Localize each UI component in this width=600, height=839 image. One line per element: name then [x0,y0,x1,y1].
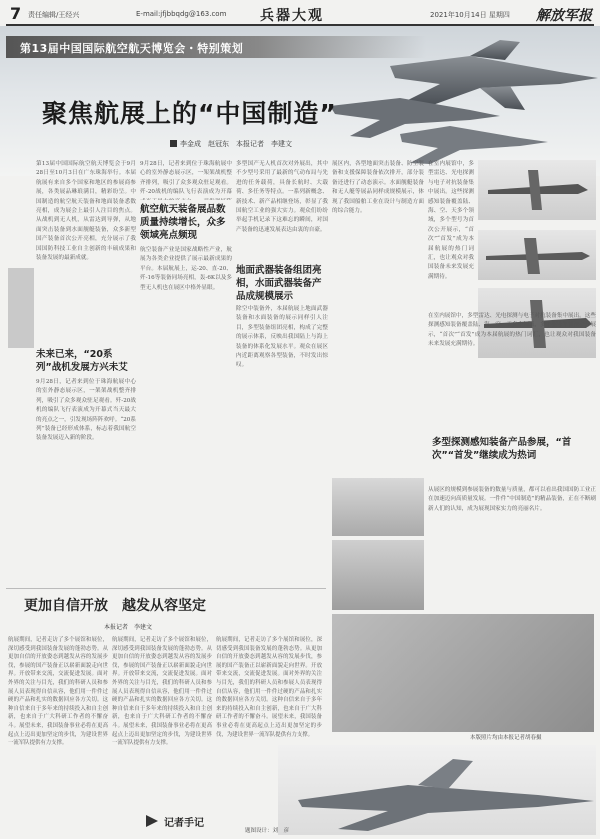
editorial-column-1: 航展期间，记者走访了多个展馆和展位，深切感受到我国装备发展的蓬勃态势。从更加自信的开放姿态到越发从容的发展步伐，参展的国产装备正以崭新面貌走向世界。开放带来交流，交流促进发展。面对外界的关注与目光，我们的科研人员和参展人员表现得自信从容，他们用一件件过硬的产品和扎实的数据回应各方关切。这种自信来自于多年来的持续投入和自主创新，也来自于广大科研工作者的不懈奋斗。展望未来，我国装备事业必将在更高起点上迈出更加坚定的步伐，为建设世界一流军队提供有力支撑。 [8,637,108,747]
issue-date: 2021年10月14日 星期四 [430,11,510,19]
subhead-ground-naval: 地面武器装备组团亮相，水面武器装备产品成规模展示 [236,265,322,302]
contact-email: E-mail:jfjbbqdg@163.com [136,10,227,18]
exhibition-crowd-photo [332,614,594,732]
article-column-3: 除空中装备外，本届航展上地面武器装备和水面装备的展示同样引人注目，多型装备组团亮相，构成了完整的展示体系，反映出我国陆上与海上装备的体系化发展水平。观众在展区内近距离观察各型装备，不时发出惊叹。 [236,306,328,369]
article-column-5a: 在室内展馆中，多型雷达、光电探测与电子对抗装备集中展出。这些探测感知装备覆盖陆、海、空、天多个领域，多个型号为首次公开展示，“首次”“首发”成为本届航展的热门词汇，也让观众对我国装备未来发展充满期待。 [428,313,596,348]
design-credit: 题图设计：刘 彦 [245,828,290,834]
editorial-title: 更加自信开放 越发从容坚定 [24,598,206,614]
triangle-marker-icon [146,815,158,827]
page-number: 7 [10,4,22,23]
main-headline: 聚焦航展上的“中国制造” [42,99,337,128]
article-column-1a: 第13届中国国际航空航天博览会于9月28日至10月3日在广东珠海举行。本届航展有来自多个国家和地区的参展商参展，各类展品琳琅满目，精彩纷呈。中国制造的航空航天装备和地面装备悉数亮相，成为展会上最引人注目的焦点。从战机到无人机，从雷达到导弹，从地面突击装备到水面舰艇装备，众多新型国产装备首次公开亮相，充分展示了我国国防科技工业自主创新的丰硕成果和装备发展的最新成就。 [36,161,136,262]
editorial-column-3: 航展期间，记者走访了多个展馆和展位，深切感受到我国装备发展的蓬勃态势。从更加自信的开放姿态到越发从容的发展步伐，参展的国产装备正以崭新面貌走向世界。开放带来交流，交流促进发展。面对外界的关注与目光，我们的科研人员和参展人员表现得自信从容，他们用一件件过硬的产品和扎实的数据回应各方关切。这种自信来自于多年来的持续投入和自主创新，也来自于广大科研工作者的不懈奋斗。展望未来，我国装备事业必将在更高起点上迈出更加坚定的步伐，为建设世界一流军队提供有力支撑。 [216,637,322,738]
ribbon-text: 第13届中国国际航空航天博览会・特别策划 [20,42,244,55]
article-byline [170,139,292,149]
photo-credit-caption: 本版照片均由本报记者胡春摄 [470,735,542,741]
byline-text: 李金成 赵冠东 本报记者 李建文 [180,140,292,148]
responsible-editors: 责任编辑/王经兴 [28,11,80,19]
subhead-20-series: 未来已来，“20系列”战机发展方兴未艾 [36,349,128,373]
subhead-aerospace: 航空航天装备展品数质量持续增长，众多领域亮点频现 [140,204,226,241]
article-column-4: 展区内，各型地面突击装备、防空装备和支援保障装备依次排开，部分装备还进行了动态演示。水面舰艇装备和无人艇等展品同样成规模展示，体现了我国船舶工业在设计与制造方面的综合能力。 [332,161,424,215]
editorial-column-2: 航展期间，记者走访了多个展馆和展位，深切感受到我国装备发展的蓬勃态势。从更加自信的开放姿态到越发从容的发展步伐，参展的国产装备正以崭新面貌走向世界。开放带来交流，交流促进发展。面对外界的关注与目光，我们的科研人员和参展人员表现得自信从容，他们用一件件过硬的产品和扎实的数据回应各方关切。这种自信来自于多年来的持续投入和自主创新，也来自于广大科研工作者的不懈奋斗。展望未来，我国装备事业必将在更高起点上迈出更加坚定的步伐，为建设世界一流军队提供有力支撑。 [112,637,212,747]
article-column-5-narrow: 在室内展馆中，多型雷达、光电探测与电子对抗装备集中展出。这些探测感知装备覆盖陆、海、空、天多个领域，多个型号为首次公开展示，“首次”“首发”成为本届航展的热门词汇，也让观众对我国装备未来发展充满期待。 [428,161,474,280]
page-header [6,4,594,26]
missile-display-photo [332,478,424,536]
notes-tag-label: 记者手记 [164,818,204,829]
drone-photo-1 [478,160,596,220]
editorial-byline: 本报记者 李建文 [104,624,153,631]
radar-photo [332,540,424,610]
subhead-sensing: 多型探测感知装备产品参展，“首次”“首发”继续成为热词 [432,437,572,461]
article-column-5b: 从展区的规模到参展装备的数量与质量，都可以看出我国国防工业正在加速迈向高质量发展。一件件“中国制造”的精品装备，正在不断刷新人们的认知，成为展现国家实力的亮丽名片。 [428,487,596,512]
bottom-jet-photo [278,745,596,835]
article-column-2-top: 9月28日，记者来到位于珠海航展中心的室外静态展示区，一架架战机整齐排列，吸引了众多观众驻足观看。歼-20战机的编队飞行表演成为开幕 [140,161,232,196]
square-bullet-icon [170,140,177,147]
side-strip-photo [8,268,34,348]
article-column-1b: 9月28日，记者来到位于珠海航展中心的室外静态展示区，一架架战机整齐排列，吸引了众多观众驻足观看。歼-20战机的编队飞行表演成为开幕式当天最大的亮点之一，引发现场阵阵欢呼。“20系列”装备已经形成体系，标志着我国航空装备发展迈入新的阶段。 [36,379,136,442]
jet-silhouette-small [400,126,548,164]
reporter-notes-tag [146,812,212,830]
section-title: 兵器大观 [260,8,324,24]
article-column-2: 航空装备产业是国家战略性产业，航展为各类企业提供了展示最新成果的平台。本届航展上，运-20、直-20、歼-16等装备同场亮相，轰-6K以及多型无人机也在展区中格外显眼。 [140,247,232,291]
newspaper-masthead: 解放军报 [536,8,592,24]
special-feature-ribbon [6,36,426,58]
article-column-3-top: 多型国产无人机首次对外展出，其中不少型号采用了最新的气动布局与先进的任务载荷，具备长航时、大载荷、多任务等特点。一系列新概念、新技术、新产品相继登场，彰显了我国航空工业的强大实力。观众们纷纷举起手机记录下这难忘的瞬间，对国产装备的迅速发展表达由衷的自豪。 [236,161,328,233]
editorial-divider [6,588,326,589]
drone-photo-2 [478,230,596,280]
